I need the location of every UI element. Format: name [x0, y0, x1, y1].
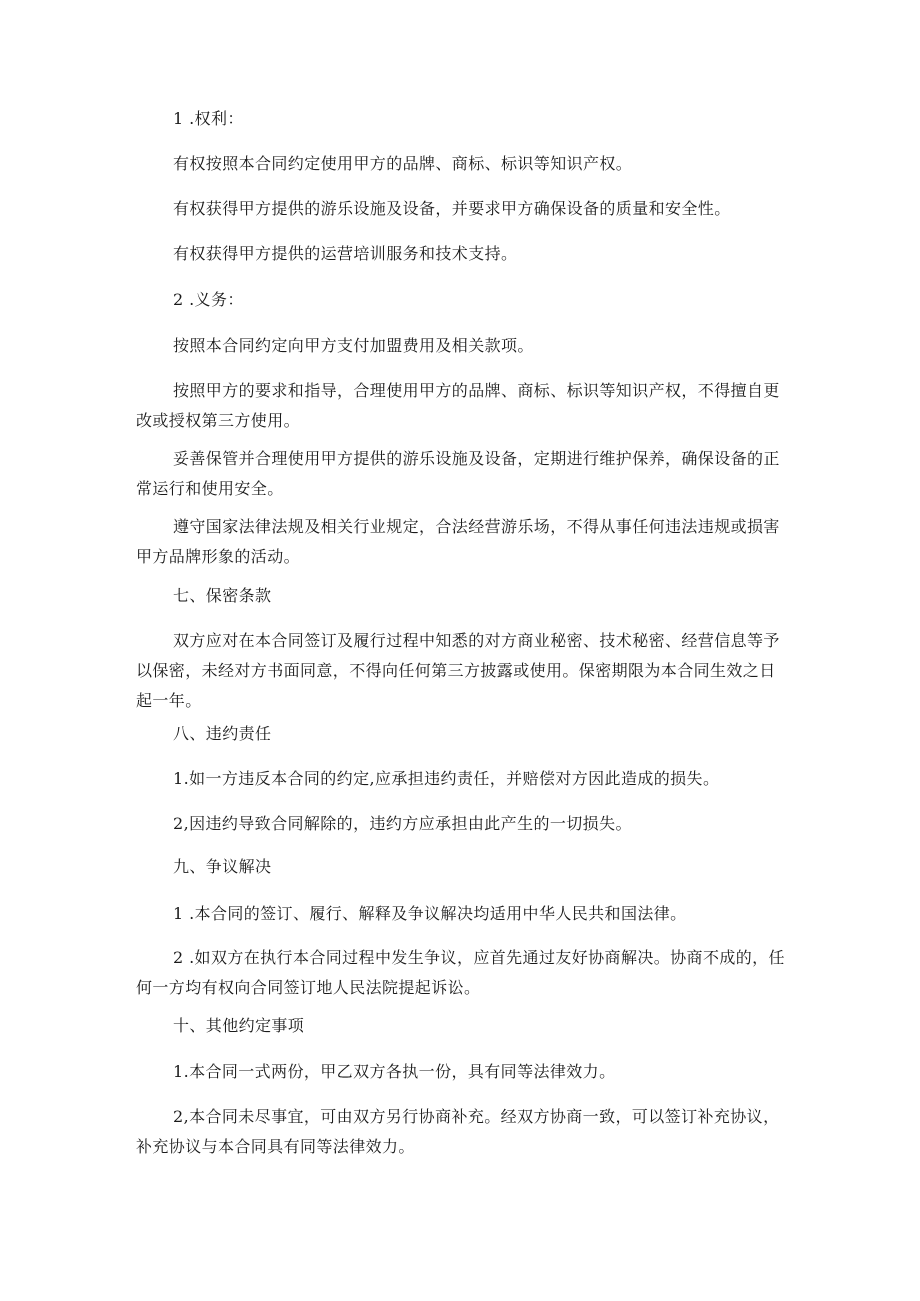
paragraph-obligations-3: 妥善保管并合理使用甲方提供的游乐设施及设备，定期进行维护保养，确保设备的正常运行和使用安全。 [136, 449, 780, 498]
paragraph-rights-2: 有权获得甲方提供的游乐设施及设备，并要求甲方确保设备的质量和安全性。 [173, 199, 731, 218]
section-heading-breach: 八、违约责任 [173, 724, 272, 743]
paragraph-obligations-1: 按照本合同约定向甲方支付加盟费用及相关款项。 [173, 336, 534, 355]
section-heading-dispute: 九、争议解决 [173, 857, 272, 876]
paragraph-other-1: 1.本合同一式两份，甲乙双方各执一份，具有同等法律效力。 [173, 1062, 616, 1081]
paragraph-obligations-2: 按照甲方的要求和指导，合理使用甲方的品牌、商标、标识等知识产权，不得擅自更改或授权第三方使用。 [136, 381, 780, 430]
obligations-heading: 2 .义务： [173, 290, 244, 309]
paragraph-confidentiality: 双方应对在本合同签订及履行过程中知悉的对方商业秘密、技术秘密、经营信息等予以保密，未经对方书面同意，不得向任何第三方披露或使用。保密期限为本合同生效之日起一年。 [136, 631, 780, 710]
paragraph-breach-1: 1.如一方违反本合同的约定,应承担违约责任，并赔偿对方因此造成的损失。 [173, 769, 720, 788]
paragraph-dispute-1: 1 .本合同的签订、履行、解释及争议解决均适用中华人民共和国法律。 [173, 904, 687, 923]
section-heading-confidentiality: 七、保密条款 [173, 586, 272, 605]
rights-heading: 1 .权利： [173, 109, 244, 128]
section-heading-other: 十、其他约定事项 [173, 1016, 305, 1035]
paragraph-obligations-4: 遵守国家法律法规及相关行业规定，合法经营游乐场，不得从事任何违法违规或损害甲方品牌形象的活动。 [136, 517, 780, 566]
paragraph-other-2: 2,本合同未尽事宜，可由双方另行协商补充。经双方协商一致，可以签订补充协议，补充协议与本合同具有同等法律效力。 [136, 1107, 780, 1156]
paragraph-breach-2: 2,因违约导致合同解除的，违约方应承担由此产生的一切损失。 [173, 814, 632, 833]
paragraph-dispute-2: 2 .如双方在执行本合同过程中发生争议，应首先通过友好协商解决。协商不成的，任何一方均有权向合同签订地人民法院提起诉讼。 [136, 948, 785, 997]
paragraph-rights-1: 有权按照本合同约定使用甲方的品牌、商标、标识等知识产权。 [173, 154, 633, 173]
paragraph-rights-3: 有权获得甲方提供的运营培训服务和技术支持。 [173, 244, 518, 263]
